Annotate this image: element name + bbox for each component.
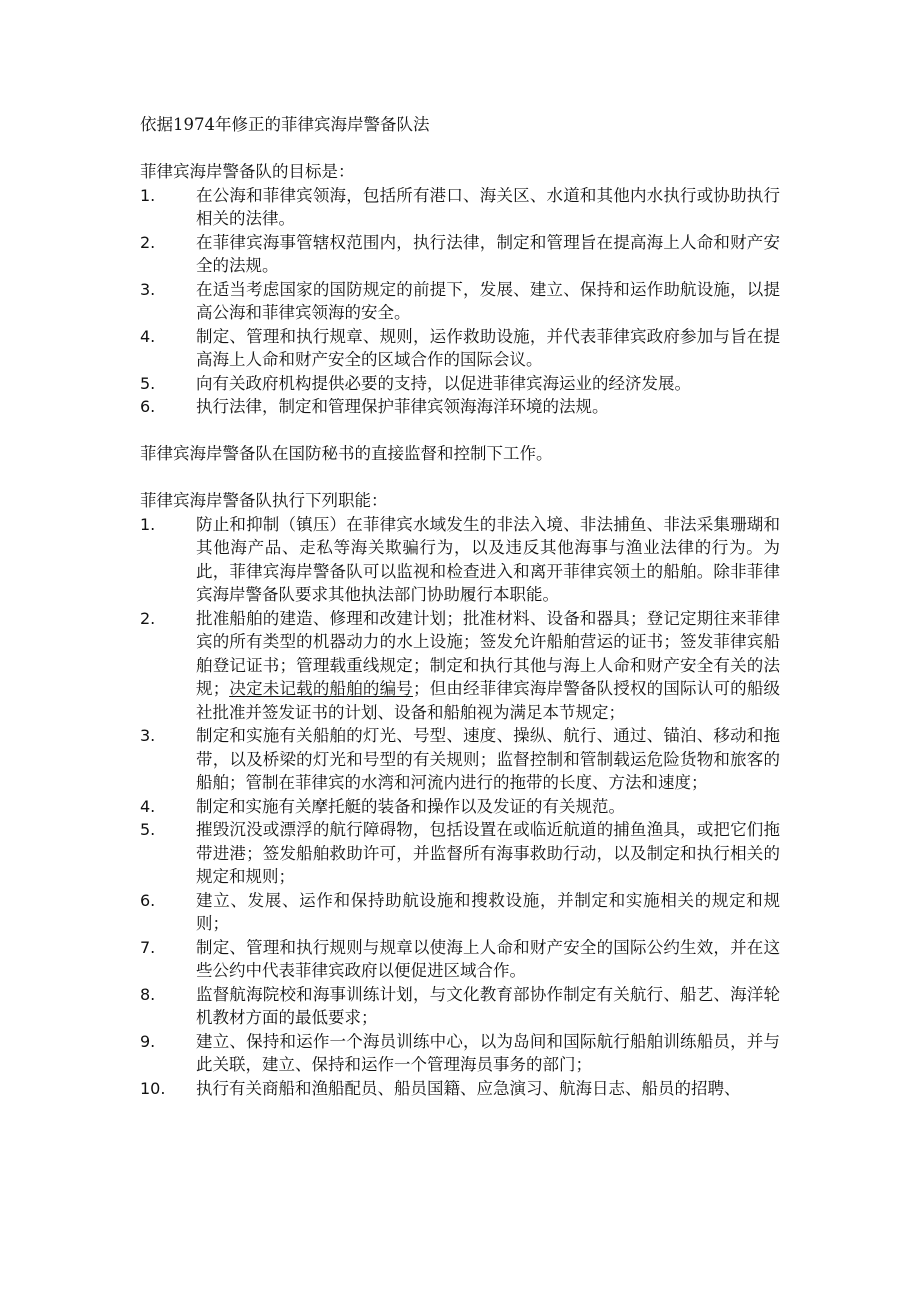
list-item <box>140 184 780 231</box>
item-text: 制定、管理和执行规章、规则，运作救助设施，并代表菲律宾政府参加与旨在提高海上人命和财产安全的区域合作的国际会议。 <box>196 326 780 369</box>
underlined-text: 决定未记载的船舶的编号 <box>229 679 413 698</box>
list-item <box>140 818 780 889</box>
document-title: 依据1974年修正的菲律宾海岸警备队法 <box>140 115 430 134</box>
blank-line <box>140 466 780 490</box>
item-number: 1. <box>140 185 156 205</box>
list-item <box>140 325 780 372</box>
list-item <box>140 983 780 1030</box>
item-text-before: 批准船舶的建造、修理和改建计划；批准材料、设备和器具；登记定期往来菲律宾的所有类型的机器动力的水上设施；签发允许船舶营运的证书；签发菲律宾船舶登记证书；管理载重线规定；制定和执行其他与海上人命和财产安全有关的法规； <box>196 608 780 698</box>
item-text: 建立、发展、运作和保持助航设施和搜救设施，并制定和实施相关的规定和规则； <box>196 890 780 933</box>
list-item <box>140 607 780 725</box>
item-text: 防止和抑制（镇压）在菲律宾水域发生的非法入境、非法捕鱼、非法采集珊瑚和其他海产品、走私等海关欺骗行为，以及违反其他海事与渔业法律的行为。为此，菲律宾海岸警备队可以监视和检查进入和离开菲律宾领土的船舶。除非菲律宾海岸警备队要求其他执法部门协助履行本职能。 <box>196 514 780 604</box>
list-item <box>140 278 780 325</box>
item-number: 6. <box>140 890 156 910</box>
objectives-heading: 菲律宾海岸警备队的目标是： <box>140 162 355 181</box>
item-number: 7. <box>140 937 156 957</box>
item-number: 4. <box>140 796 156 816</box>
list-item <box>140 1077 780 1101</box>
document-body <box>140 113 780 1100</box>
item-text: 在菲律宾海事管辖权范围内，执行法律，制定和管理旨在提高海上人命和财产安全的法规。 <box>196 232 780 275</box>
item-number: 2. <box>140 232 156 252</box>
item-text: 建立、保持和运作一个海员训练中心，以为岛间和国际航行船舶训练船员，并与此关联，建立、保持和运作一个管理海员事务的部门； <box>196 1031 780 1074</box>
item-number: 4. <box>140 326 156 346</box>
functions-list <box>140 513 780 1101</box>
item-text: 在适当考虑国家的国防规定的前提下，发展、建立、保持和运作助航设施，以提高公海和菲律宾领海的安全。 <box>196 279 780 322</box>
item-number: 3. <box>140 726 156 745</box>
item-text: 监督航海院校和海事训练计划，与文化教育部协作制定有关航行、船艺、海洋轮机教材方面的最低要求； <box>196 984 780 1027</box>
item-number: 5. <box>140 820 156 839</box>
item-text: 制定和实施有关船舶的灯光、号型、速度、操纵、航行、通过、锚泊、移动和拖带，以及桥梁的灯光和号型的有关规则；监督控制和管制载运危险货物和旅客的船舶；管制在菲律宾的水湾和河流内进行的拖带的长度、方法和速度； <box>196 726 780 792</box>
item-number: 2. <box>140 608 156 628</box>
list-item <box>140 513 780 607</box>
item-text <box>196 607 780 725</box>
item-text: 执行有关商船和渔船配员、船员国籍、应急演习、航海日志、船员的招聘、 <box>196 1078 741 1098</box>
list-item <box>140 795 780 819</box>
item-text: 制定、管理和执行规则与规章以使海上人命和财产安全的国际公约生效，并在这些公约中代表菲律宾政府以便促进区域合作。 <box>196 937 780 980</box>
item-text: 向有关政府机构提供必要的支持，以促进菲律宾海运业的经济发展。 <box>196 373 691 393</box>
item-number: 8. <box>140 984 156 1004</box>
list-item <box>140 1030 780 1077</box>
item-text: 摧毁沉没或漂浮的航行障碍物，包括设置在或临近航道的捕鱼渔具，或把它们拖带进港；签发船舶救助许可，并监督所有海事救助行动，以及制定和执行相关的规定和规则； <box>196 820 780 886</box>
item-number: 5. <box>140 373 156 393</box>
item-text: 制定和实施有关摩托艇的装备和操作以及发证的有关规范。 <box>196 796 625 816</box>
item-number: 1. <box>140 514 156 534</box>
objectives-list <box>140 184 780 419</box>
list-item <box>140 724 780 795</box>
item-number: 10. <box>140 1078 166 1098</box>
functions-heading: 菲律宾海岸警备队执行下列职能： <box>140 491 388 510</box>
blank-line <box>140 419 780 443</box>
item-number: 3. <box>140 279 156 299</box>
item-number: 9. <box>140 1031 156 1051</box>
item-text-after: ；但由经菲律宾海岸警备队授权的国际认可的船级社批准并签发证书的计划、设备和船舶视为满足本节规定； <box>196 679 781 722</box>
list-item <box>140 231 780 278</box>
blank-line <box>140 137 780 161</box>
item-text: 执行法律，制定和管理保护菲律宾领海海洋环境的法规。 <box>196 397 609 416</box>
list-item <box>140 372 780 396</box>
list-item <box>140 395 780 419</box>
list-item <box>140 936 780 983</box>
list-item <box>140 889 780 936</box>
item-text: 在公海和菲律宾领海，包括所有港口、海关区、水道和其他内水执行或协助执行相关的法律。 <box>196 185 780 228</box>
supervision-paragraph: 菲律宾海岸警备队在国防秘书的直接监督和控制下工作。 <box>140 444 553 463</box>
item-number: 6. <box>140 397 156 416</box>
